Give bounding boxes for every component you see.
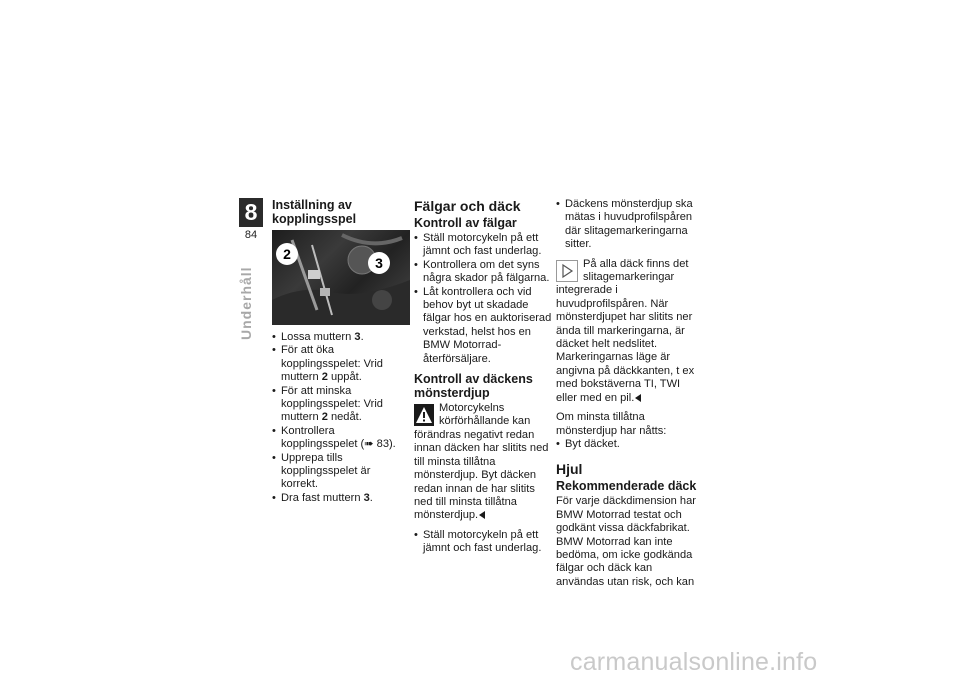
list-item: • Låt kontrollera och vid behov byt ut skadade fälgar hos en auktoriserad verkstad, helst hos en BMW Motorrad-återförsäljare. xyxy=(414,286,552,366)
replace-steps xyxy=(556,438,700,451)
callout-3: 3 xyxy=(368,252,390,274)
tread-measure-steps xyxy=(556,198,700,252)
clutch-photo xyxy=(272,230,410,325)
tread-steps xyxy=(414,529,552,556)
column-rims xyxy=(414,198,552,556)
min-tread-text: Om minsta tillåtna mönsterdjup har nåtts: xyxy=(556,411,667,437)
tread-warning: Motorcykelns körförhållande kan förändras negativt redan innan däcken har slitits ned till minsta tillåtna mönsterdjup. Byt däcken redan innan de har slitits ned till minsta tillåtna mönsterdjup. xyxy=(414,402,549,522)
list-item: • För att öka kopplingsspelet: Vrid muttern 2 uppåt. xyxy=(272,344,410,384)
list-item: • Kontrollera kopplingsspelet (➠ 83). xyxy=(272,425,410,452)
rims-tires-title: Fälgar och däck xyxy=(414,198,521,214)
end-marker-icon xyxy=(635,394,641,402)
column-tread xyxy=(556,198,700,589)
warning-icon xyxy=(414,404,434,426)
clutch-heading: Inställning av kopplingsspel xyxy=(272,198,357,226)
recommended-tires-text: För varje däckdimension har BMW Motorrad testat och godkänt vissa däckfabrikat. BMW Motorrad kan inte bedöma, om icke godkända fälgar och däck kan användas utan risk, och kan xyxy=(556,495,696,588)
list-item: • Däckens mönsterdjup ska mätas i huvudprofilspåren där slitagemarkeringarna sitter. xyxy=(556,198,700,252)
column-clutch xyxy=(272,198,410,505)
recommended-tires-heading: Rekommenderade däck xyxy=(556,479,697,494)
list-item: • Upprepa tills kopplingsspelet är korrekt. xyxy=(272,452,410,492)
rims-check-heading: Kontroll av fälgar xyxy=(414,216,517,230)
callout-2: 2 xyxy=(276,243,298,265)
list-item: • Ställ motorcykeln på ett jämnt och fast underlag. xyxy=(414,529,552,556)
list-item: • Kontrollera om det syns några skador på fälgarna. xyxy=(414,259,552,286)
chapter-number: 8 xyxy=(239,198,263,227)
list-item: • Lossa muttern 3. xyxy=(272,331,410,344)
page-ref-arrow-icon: ➠ xyxy=(364,438,374,451)
tread-note: På alla däck finns det slitagemarkeringar integrerade i huvudprofilspåren. När mönsterdjupet har slitits ner ända till markeringarna, är däcket helt nedslitet. Markeringarnas läge är angivna på däckkanten, t ex med bokstäverna TI, TWI eller med en pil. xyxy=(556,257,695,404)
rims-steps xyxy=(414,232,552,366)
list-item: • Dra fast muttern 3. xyxy=(272,492,410,505)
end-marker-icon xyxy=(479,511,485,519)
list-item: • Byt däcket. xyxy=(556,438,700,451)
wheels-title: Hjul xyxy=(556,461,583,478)
watermark: carmanualsonline.info xyxy=(570,648,818,676)
page-number: 84 xyxy=(244,229,258,241)
clutch-steps xyxy=(272,331,410,505)
section-tab: Underhåll xyxy=(238,266,254,340)
list-item: • För att minska kopplingsspelet: Vrid muttern 2 nedåt. xyxy=(272,385,410,425)
list-item: • Ställ motorcykeln på ett jämnt och fast underlag. xyxy=(414,232,552,259)
tread-check-heading: Kontroll av däckens mönsterdjup xyxy=(414,372,533,401)
note-icon xyxy=(556,260,578,282)
